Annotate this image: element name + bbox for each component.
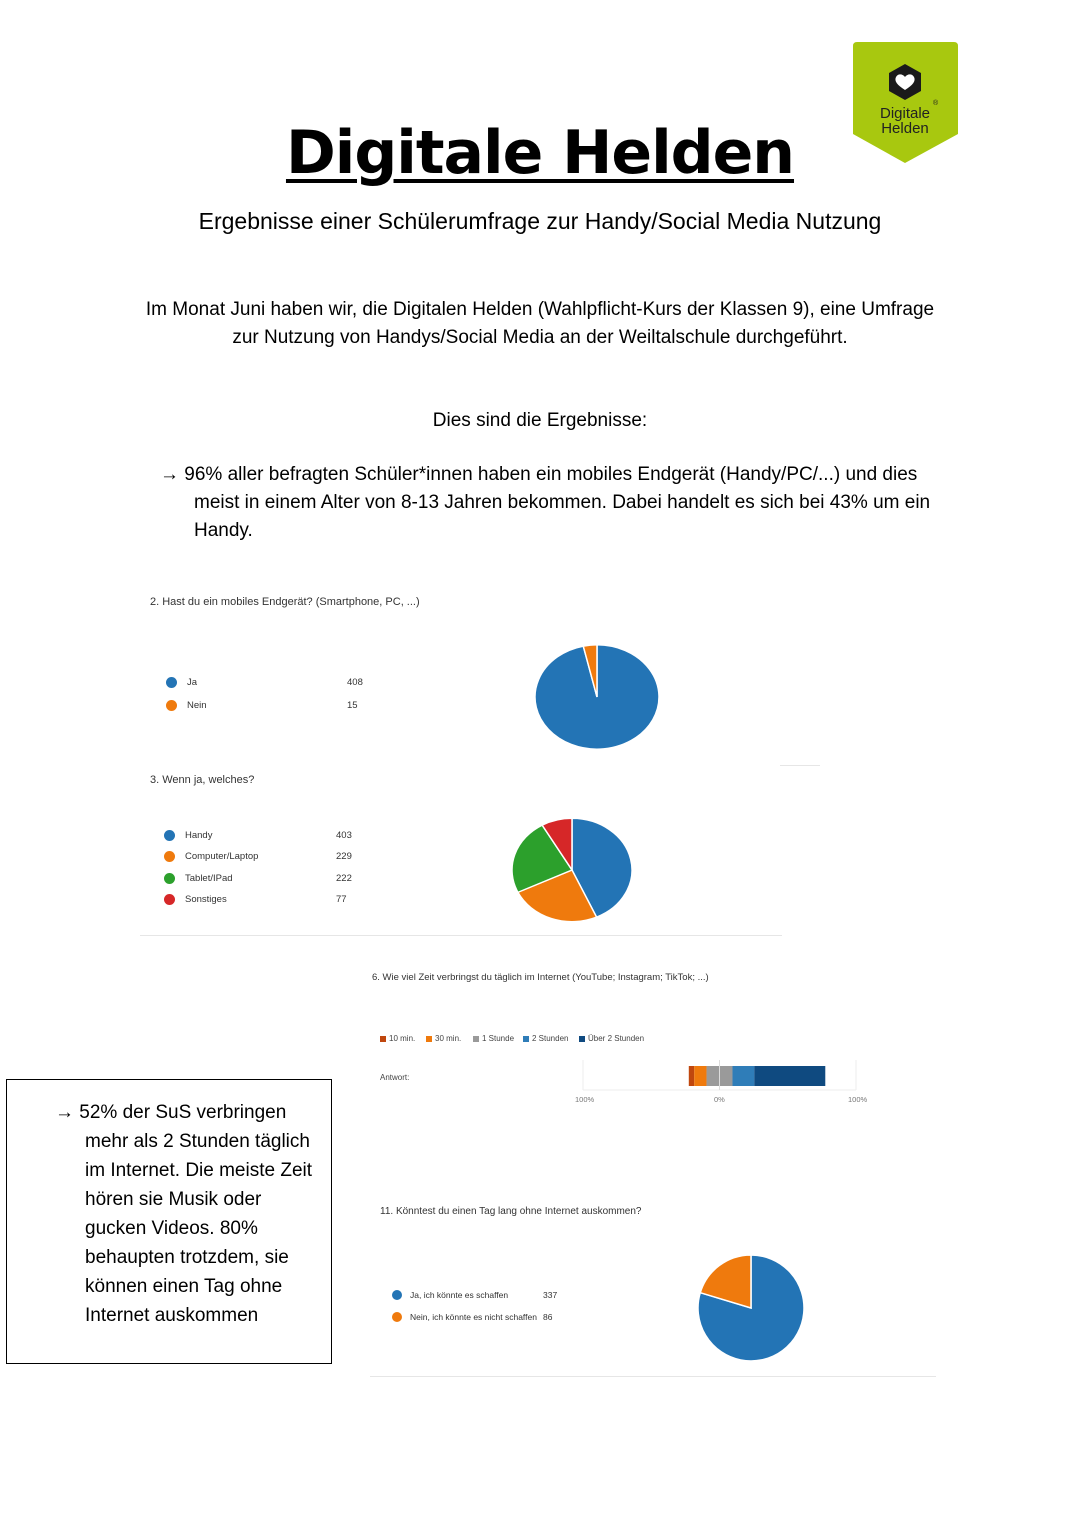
chart1-title: 2. Hast du ein mobiles Endgerät? (Smartphone, PC, ...) xyxy=(150,596,420,608)
chart2-legend-computer xyxy=(164,849,352,863)
legend-label: Computer/Laptop xyxy=(185,850,259,862)
legend-dot xyxy=(164,830,175,841)
logo-registered: ® xyxy=(933,100,939,107)
legend-value: 222 xyxy=(336,872,352,884)
legend-label: Ja xyxy=(187,676,198,688)
legend-value: 86 xyxy=(543,1312,553,1322)
legend-label: 10 min. xyxy=(389,1034,416,1043)
x-tick-zero: 0% xyxy=(714,1095,725,1104)
chart1-legend-nein xyxy=(166,698,358,712)
chart3-legend-30min xyxy=(426,1034,461,1043)
chart2-legend-handy xyxy=(164,828,352,842)
legend-value: 403 xyxy=(336,829,352,841)
chart4-legend-nein xyxy=(392,1310,553,1324)
chart3-legend-1stunde xyxy=(473,1034,514,1043)
x-tick-left: 100% xyxy=(575,1095,595,1104)
chart2-legend-sonstiges xyxy=(164,892,347,906)
divider xyxy=(140,935,782,936)
legend-label: Über 2 Stunden xyxy=(588,1034,645,1043)
legend-dot xyxy=(392,1290,402,1300)
legend-dot xyxy=(164,873,175,884)
legend-label: Nein, ich könnte es nicht schaffen xyxy=(410,1312,537,1322)
finding-device-ownership: → 96% aller befragten Schüler*innen haben ein mobiles Endgerät (Handy/PC/...) und dies meist in einem Alter von 8-13 Jahren bekommen. Dabei handelt es sich bei 43% um ein Handy. xyxy=(160,464,931,541)
chart4-legend-ja xyxy=(392,1288,558,1302)
chart1-legend-ja xyxy=(166,675,363,689)
legend-label: Handy xyxy=(185,829,213,841)
chart2-legend-tablet xyxy=(164,871,352,885)
legend-label: Sonstiges xyxy=(185,893,227,905)
chart1-pie xyxy=(530,640,670,755)
legend-value: 229 xyxy=(336,850,352,862)
divider xyxy=(370,1376,936,1377)
legend-value: 337 xyxy=(543,1290,558,1300)
chart2-title: 3. Wenn ja, welches? xyxy=(150,774,255,786)
page-title: Digitale Helden xyxy=(285,118,795,188)
chart2-pie xyxy=(505,812,640,927)
chart4-title: 11. Könntest du einen Tag lang ohne Internet auskommen? xyxy=(380,1206,642,1217)
legend-label: 1 Stunde xyxy=(482,1034,515,1043)
legend-dot xyxy=(164,851,175,862)
bar-segment--ber-2-stunden xyxy=(754,1066,825,1086)
legend-dot xyxy=(166,677,177,688)
chart3-legend-10min xyxy=(380,1034,415,1043)
legend-value: 15 xyxy=(347,699,358,711)
legend-swatch xyxy=(579,1036,585,1042)
results-heading: Dies sind die Ergebnisse: xyxy=(432,410,648,431)
chart3-legend-2stunden xyxy=(523,1034,568,1043)
legend-label: Ja, ich könnte es schaffen xyxy=(410,1290,509,1300)
legend-label: Tablet/IPad xyxy=(185,872,233,884)
chart3-title: 6. Wie viel Zeit verbringst du täglich im Internet (YouTube; Instagram; TikTok; ...) xyxy=(372,972,709,983)
legend-swatch xyxy=(426,1036,432,1042)
chart3-stacked-bar xyxy=(570,1058,870,1094)
legend-dot xyxy=(392,1312,402,1322)
bar-segment-2-stunden xyxy=(732,1066,754,1086)
finding-internet-usage: → 52% der SuS verbringen mehr als 2 Stunden täglich im Internet. Die meiste Zeit hören sie Musik oder gucken Videos. 80% behaupten trotzdem, sie können einen Tag ohne Internet auskommen xyxy=(55,1102,313,1326)
legend-label: 30 min. xyxy=(435,1034,462,1043)
chart3-legend-ueber2stunden xyxy=(579,1034,644,1043)
legend-dot xyxy=(164,894,175,905)
legend-label: 2 Stunden xyxy=(532,1034,569,1043)
legend-swatch xyxy=(523,1036,529,1042)
bar-segment-10-min- xyxy=(689,1066,694,1086)
x-tick-right: 100% xyxy=(848,1095,868,1104)
legend-value: 77 xyxy=(336,893,347,905)
chart4-pie xyxy=(694,1252,810,1366)
page-subtitle: Ergebnisse einer Schülerumfrage zur Handy/Social Media Nutzung xyxy=(198,208,882,234)
bar-segment-30-min- xyxy=(694,1066,706,1086)
logo-text-line2: Helden xyxy=(881,120,929,137)
intro-paragraph: Im Monat Juni haben wir, die Digitalen Helden (Wahlpflicht-Kurs der Klassen 9), eine Umfrage zur Nutzung von Handys/Social Media an der Weiltalschule durchgeführt. xyxy=(145,299,935,348)
finding-internet-usage-box xyxy=(6,1079,332,1364)
divider xyxy=(780,765,820,766)
logo-text-line1: Digitale xyxy=(879,105,931,122)
legend-label: Nein xyxy=(187,699,207,711)
chart3-category-label: Antwort: xyxy=(380,1073,410,1082)
legend-value: 408 xyxy=(347,676,363,688)
legend-dot xyxy=(166,700,177,711)
legend-swatch xyxy=(473,1036,479,1042)
legend-swatch xyxy=(380,1036,386,1042)
